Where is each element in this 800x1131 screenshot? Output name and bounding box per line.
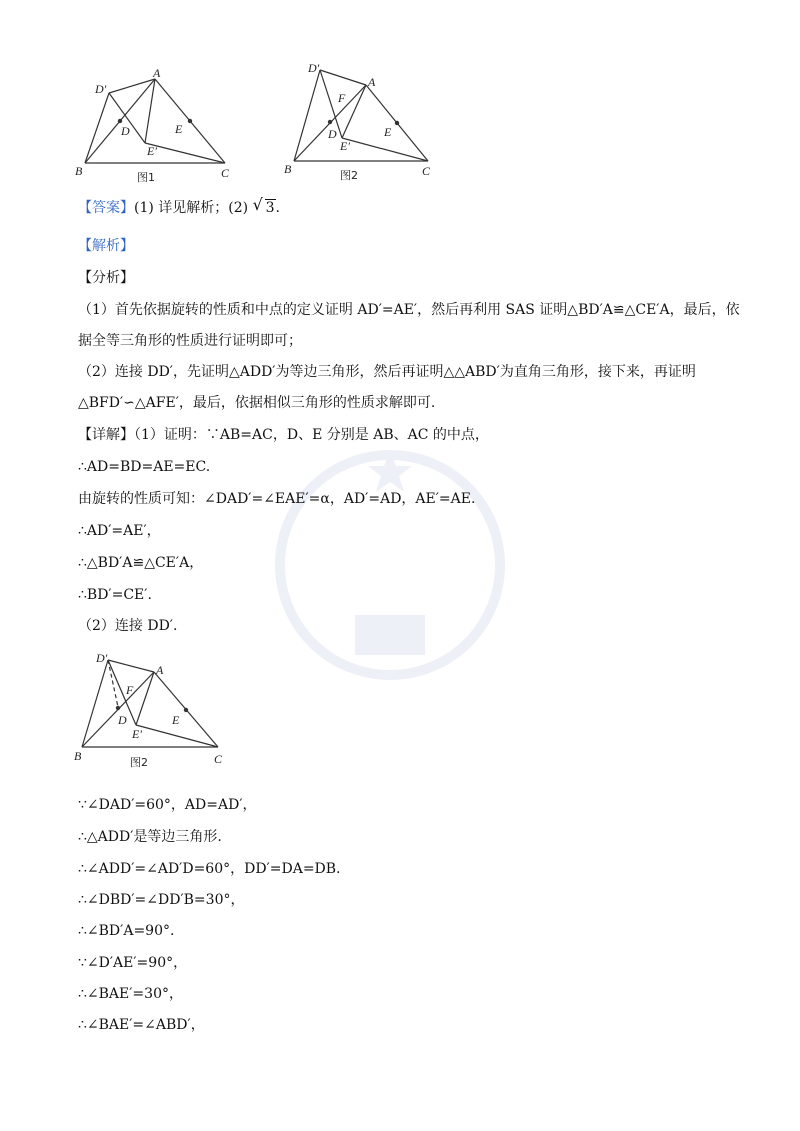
detail2-line-2: ∴△ADD′是等边三角形. bbox=[78, 829, 222, 845]
fig2-label-E: E bbox=[384, 125, 392, 139]
detail1-line-6: （2）连接 DD′. bbox=[78, 618, 178, 634]
watermark-logo bbox=[260, 440, 520, 690]
fenxi-line-1: （1）首先依据旋转的性质和中点的定义证明 AD′=AE′，然后再利用 SAS 证明△BD′A≌△CE′A，最后，依 bbox=[78, 302, 740, 318]
fig2-caption: 图2 bbox=[340, 169, 358, 182]
detail2-line-8: ∴∠BAE′=∠ABD′， bbox=[78, 1017, 205, 1033]
fig2-label-C: C bbox=[422, 164, 431, 178]
fenxi-line-4: △BFD′∽△AFE′，最后，依据相似三角形的性质求解即可. bbox=[78, 395, 436, 411]
detail2-line-1: ∵∠DAD′=60°，AD=AD′， bbox=[78, 797, 257, 813]
fig1-caption: 图1 bbox=[137, 171, 155, 184]
figure-1 bbox=[75, 65, 245, 190]
fig3-label-C: C bbox=[214, 752, 223, 766]
fig2-label-E1: E′ bbox=[340, 139, 350, 153]
fenxi-line-2: 据全等三角形的性质进行证明即可； bbox=[78, 333, 302, 349]
fig1-label-C: C bbox=[221, 166, 230, 180]
fig3-label-D1: D′ bbox=[96, 651, 108, 665]
detail1-line-5: ∴BD′=CE′. bbox=[78, 587, 152, 603]
fig3-label-E1: E′ bbox=[132, 727, 142, 741]
sqrt-radicand: 3 bbox=[265, 200, 275, 216]
fig1-label-A: A bbox=[153, 66, 161, 80]
fig3-label-F: F bbox=[126, 683, 134, 697]
fenxi-line-3: （2）连接 DD′，先证明△ADD′为等边三角形，然后再证明△△ABD′为直角三角形，接下来，再证明 bbox=[78, 364, 696, 380]
fig3-label-B: B bbox=[74, 749, 82, 763]
detail-tag: 【详解】 bbox=[78, 427, 134, 443]
detail1-line-3: ∴AD′=AE′， bbox=[78, 523, 161, 539]
fig1-label-E: E bbox=[175, 122, 183, 136]
fig2-label-D1: D′ bbox=[308, 61, 320, 75]
fig3-caption: 图2 bbox=[130, 756, 148, 769]
figure-2 bbox=[282, 58, 442, 188]
detail2-line-5: ∴∠BD′A=90°. bbox=[78, 923, 175, 939]
detail1-line-4: ∴△BD′A≌△CE′A， bbox=[78, 555, 204, 571]
detail-line-first bbox=[78, 425, 489, 445]
detail2-line-4: ∴∠DBD′=∠DD′B=30°， bbox=[78, 892, 245, 908]
answer-tag: 【答案】 bbox=[78, 200, 134, 216]
fig2-label-F: F bbox=[338, 91, 346, 105]
fig2-label-A: A bbox=[368, 75, 376, 89]
answer-line bbox=[78, 195, 280, 218]
sqrt-expression: √ 3 bbox=[252, 195, 275, 216]
figure-3 bbox=[72, 650, 232, 775]
analysis-heading: 【解析】 bbox=[78, 238, 134, 254]
detail2-line-6: ∵∠D′AE′=90°， bbox=[78, 955, 188, 971]
answer-end: . bbox=[275, 200, 280, 216]
fig1-label-B: B bbox=[75, 164, 83, 178]
fig1-label-E1: E′ bbox=[147, 144, 157, 158]
fig3-label-D: D bbox=[118, 713, 127, 727]
answer-text: (1) 详见解析；(2) bbox=[134, 200, 249, 216]
fenxi-heading: 【分析】 bbox=[78, 270, 134, 286]
detail-first-text: （1）证明：∵AB=AC，D、E 分别是 AB、AC 的中点， bbox=[134, 427, 489, 443]
fig3-label-E: E bbox=[172, 713, 180, 727]
detail2-line-3: ∴∠ADD′=∠AD′D=60°，DD′=DA=DB. bbox=[78, 861, 341, 877]
detail1-line-1: ∴AD=BD=AE=EC. bbox=[78, 459, 211, 475]
fig1-label-D1: D′ bbox=[95, 82, 107, 96]
fig2-label-B: B bbox=[284, 162, 292, 176]
detail2-line-7: ∴∠BAE′=30°， bbox=[78, 986, 183, 1002]
fig2-label-D: D bbox=[328, 127, 337, 141]
detail1-line-2: 由旋转的性质可知：∠DAD′=∠EAE′=α，AD′=AD，AE′=AE. bbox=[78, 491, 476, 507]
fig3-label-A: A bbox=[156, 663, 164, 677]
fig1-label-D: D bbox=[121, 124, 130, 138]
